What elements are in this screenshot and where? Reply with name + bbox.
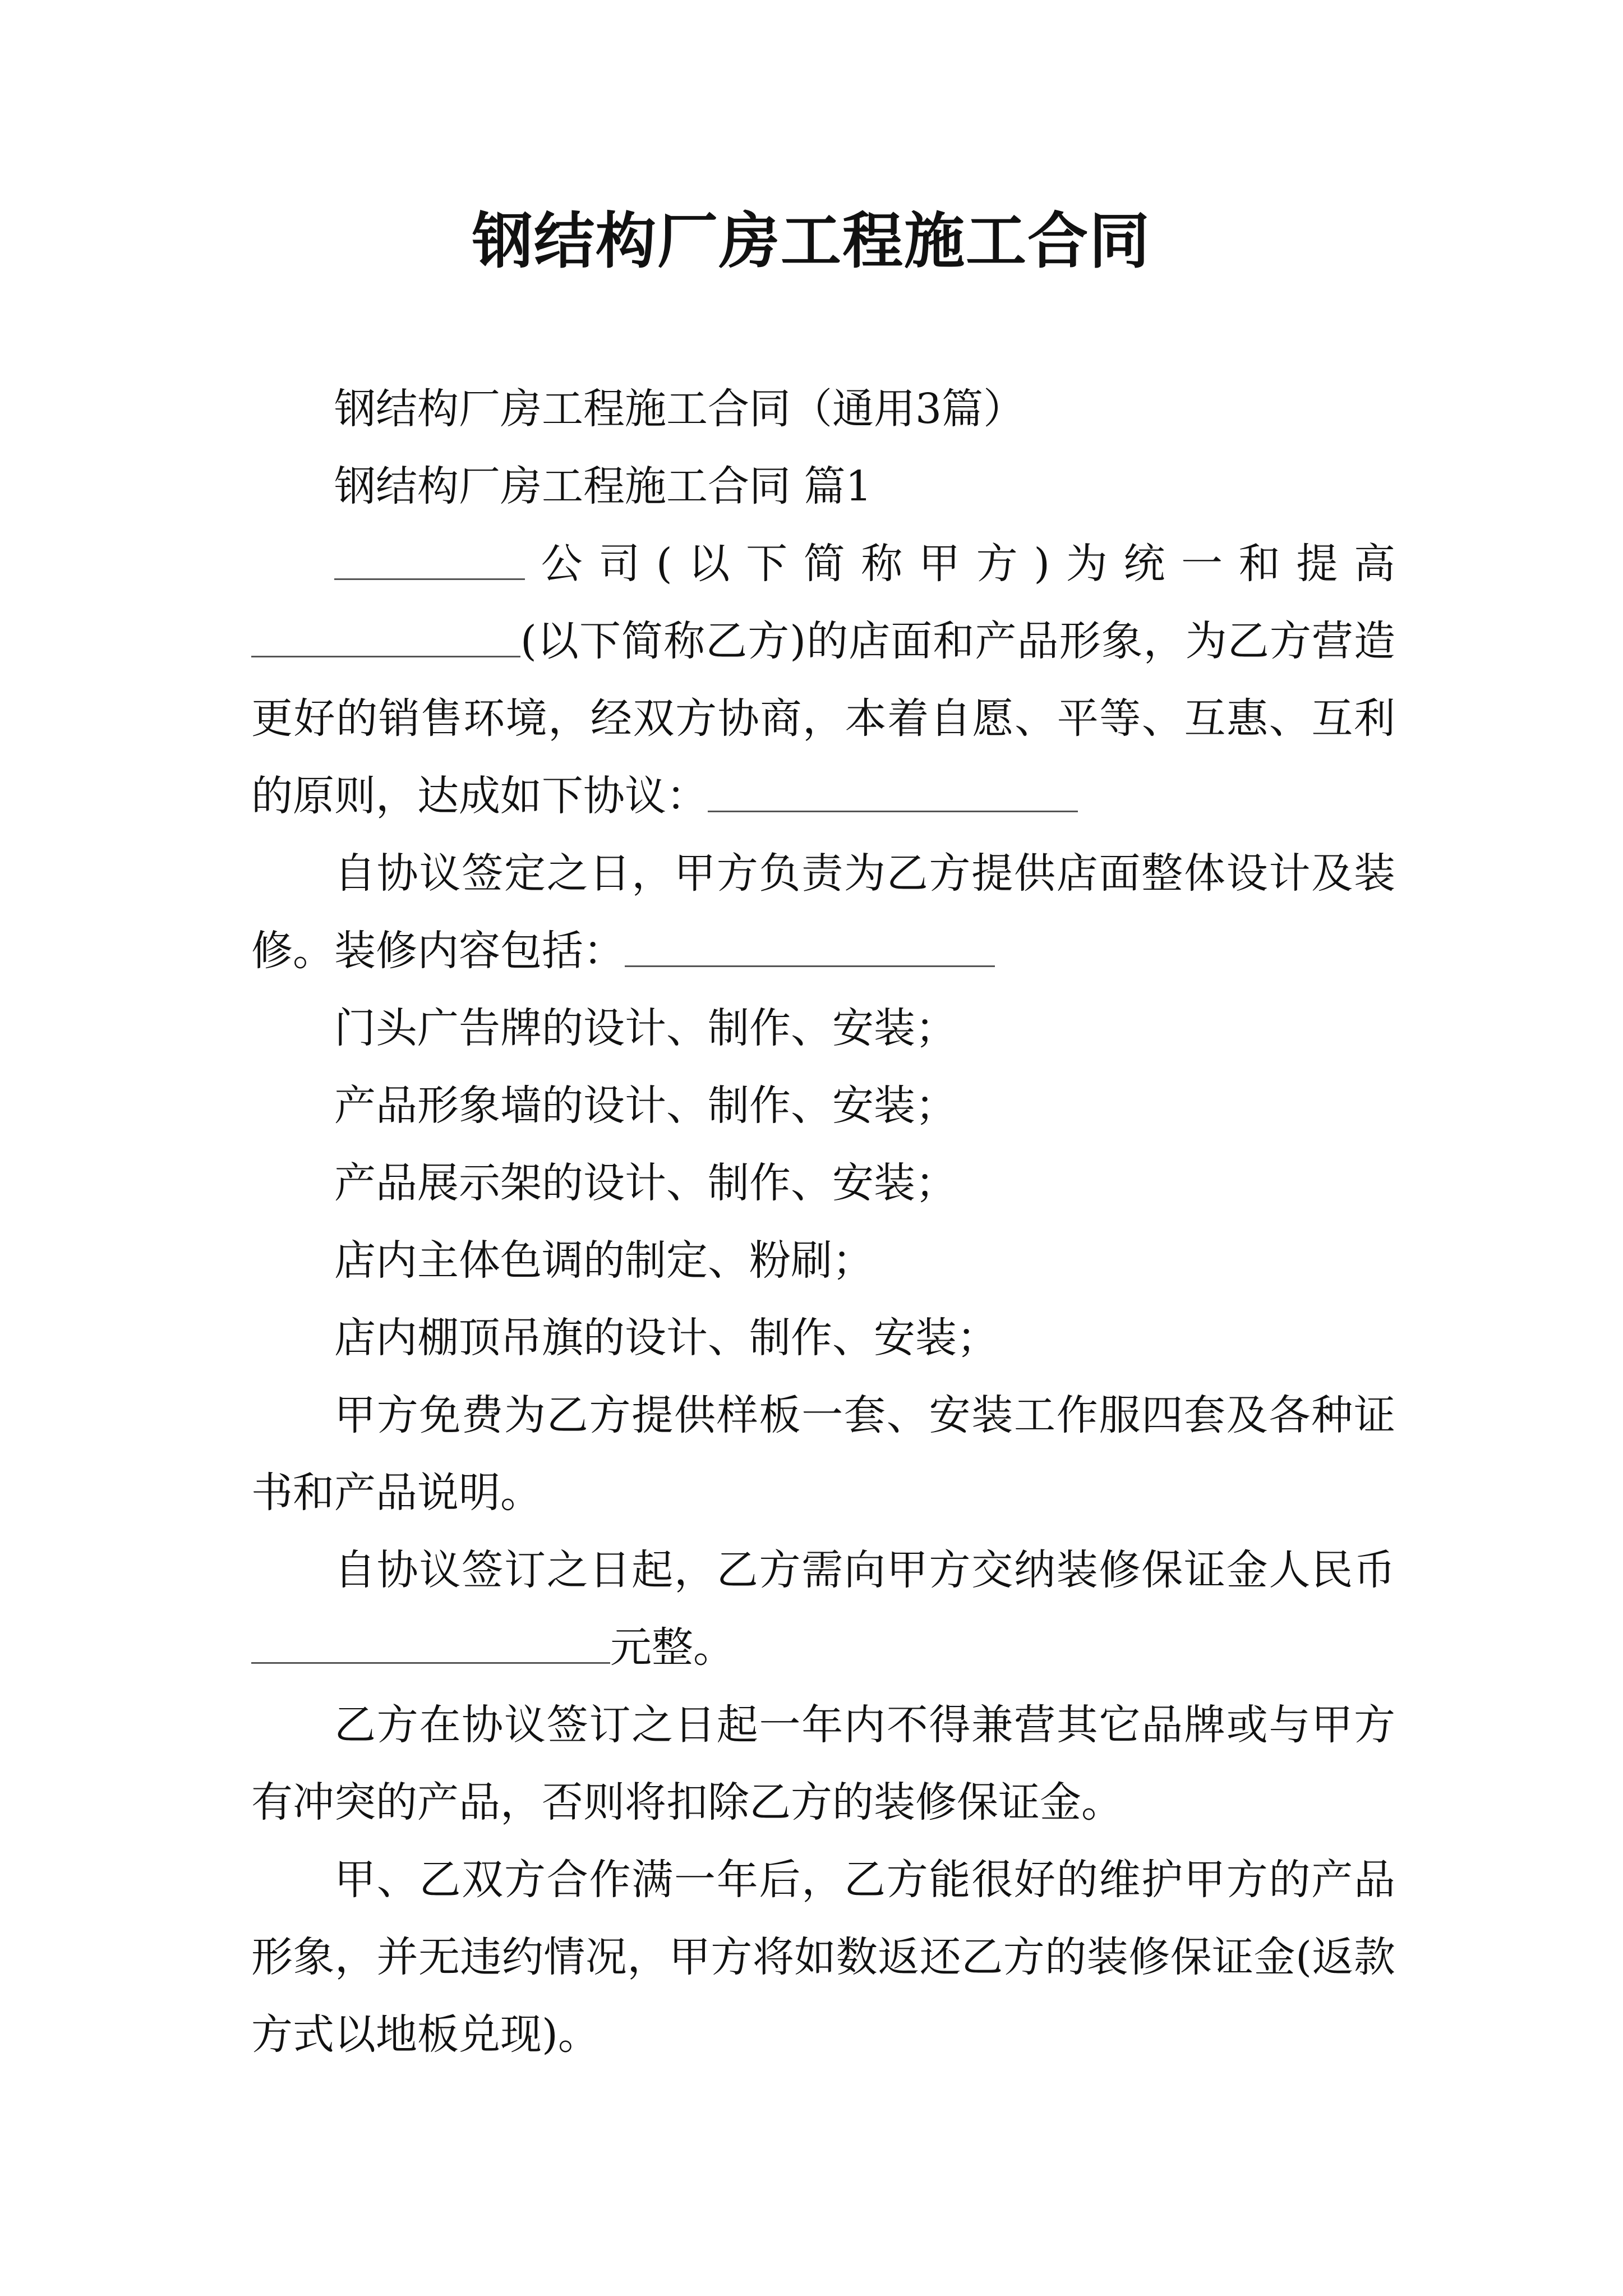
list-item-3: 产品展示架的设计、制作、安装； (334, 1159, 957, 1207)
blank-line (251, 616, 520, 657)
design-text: 自协议签定之日，甲方负责为乙方提供店面整体设计及装修。装修内容包括： (251, 849, 1395, 975)
paragraph-samples: 甲方免费为乙方提供样板一套、安装工作服四套及各种证书和产品说明。 (251, 1391, 1395, 1517)
paragraph-deposit (251, 1531, 1395, 1686)
paragraph-refund: 甲、乙双方合作满一年后，乙方能很好的维护甲方的产品形象，并无违约情况，甲方将如数返还乙方的装修保证金(返款方式以地板兑现)。 (251, 1856, 1395, 2059)
blank-line (334, 539, 525, 579)
intro-text-b: (以下简称乙方)的店面和产品形象，为乙方营造更好的销售环境，经双方协商，本着自愿、平等、互惠、互利的原则，达成如下协议： (251, 617, 1395, 820)
paragraph-noncompete: 乙方在协议签订之日起一年内不得兼营其它品牌或与甲方有冲突的产品，否则将扣除乙方的装修保证金。 (251, 1701, 1395, 1826)
blank-line (708, 771, 1078, 812)
blank-line (625, 926, 995, 967)
list-item-4: 店内主体色调的制定、粉刷； (334, 1236, 874, 1285)
list-item-1: 门头广告牌的设计、制作、安装； (334, 1004, 957, 1052)
intro-text-a: 公司(以下简称甲方)为统一和提高 (525, 540, 1395, 588)
document-subtitle: 钢结构厂房工程施工合同（通用3篇） (334, 385, 1025, 433)
paragraph-design (251, 835, 1395, 990)
deposit-text-b: 元整。 (610, 1623, 735, 1672)
list-item-2: 产品形象墙的设计、制作、安装； (334, 1082, 957, 1130)
list-item-5: 店内棚顶吊旗的设计、制作、安装； (334, 1314, 998, 1362)
document-body (251, 370, 1395, 2073)
deposit-text-a: 自协议签订之日起，乙方需向甲方交纳装修保证金人民币 (334, 1546, 1395, 1594)
paragraph-intro (251, 525, 1395, 835)
section-heading: 钢结构厂房工程施工合同 篇1 (334, 462, 872, 510)
blank-line (251, 1622, 610, 1663)
document-title: 钢结构厂房工程施工合同 (472, 206, 1151, 277)
